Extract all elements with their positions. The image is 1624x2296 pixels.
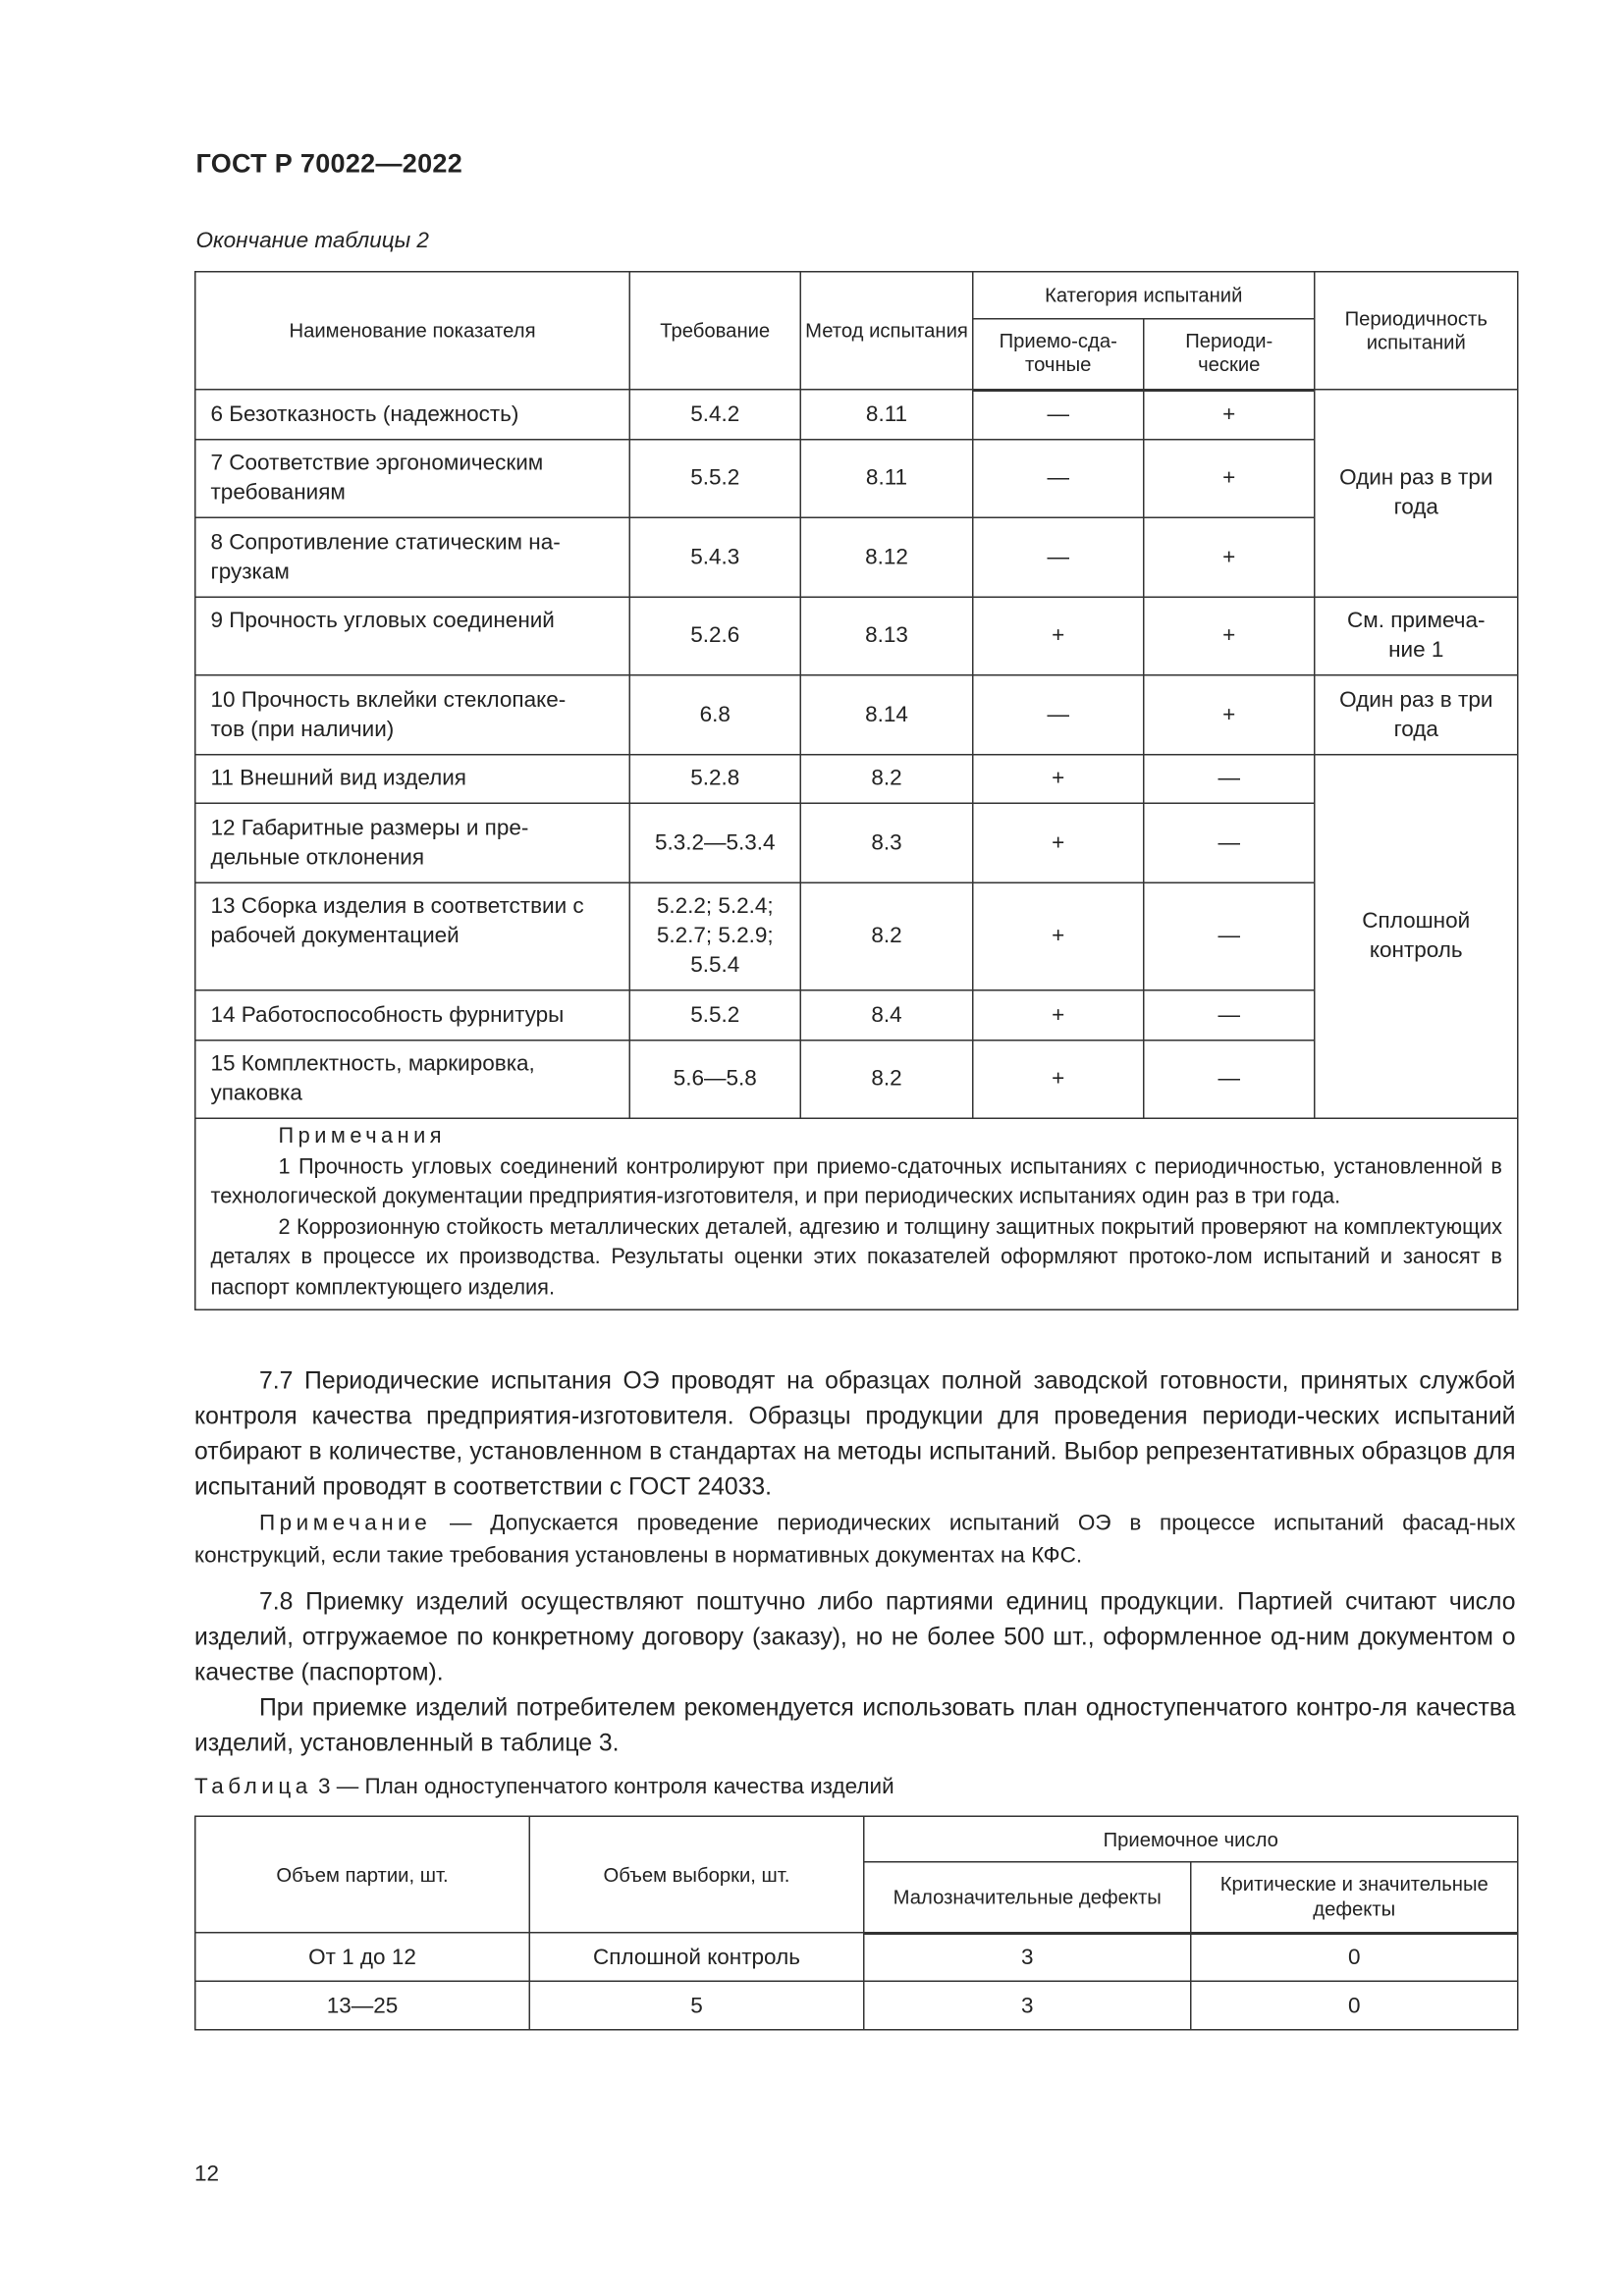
row-periodic: +: [1144, 517, 1315, 597]
table2-notes: [195, 1118, 1518, 1309]
row-requirement: 6.8: [629, 675, 800, 755]
row-periodic: +: [1144, 390, 1315, 440]
row-method: 8.3: [800, 803, 973, 882]
row-method: 8.14: [800, 675, 973, 755]
header-acceptance-number: Приемочное число: [864, 1816, 1518, 1862]
row-method: 8.13: [800, 597, 973, 675]
row-sample-size: Сплошной контроль: [529, 1933, 864, 1982]
row-periodic: —: [1144, 755, 1315, 804]
row-acceptance: +: [973, 882, 1144, 990]
row-acceptance: +: [973, 755, 1144, 804]
row-periodic: +: [1144, 597, 1315, 675]
header-method: Метод испытания: [800, 272, 973, 390]
header-minor-defects: Малозначительные дефекты: [864, 1862, 1191, 1933]
periodicity-group: Один раз в три года: [1315, 675, 1518, 755]
note-label: Примечание: [259, 1511, 432, 1536]
periodicity-group: См. примеча- ние 1: [1315, 597, 1518, 675]
row-name: 13 Сборка изделия в соответствии с рабочей документацией: [195, 882, 630, 990]
header-test-category: Категория испытаний: [973, 272, 1315, 319]
table2-continuation-caption: Окончание таблицы 2: [195, 228, 429, 253]
row-method: 8.4: [800, 990, 973, 1041]
row-requirement: 5.3.2—5.3.4: [629, 803, 800, 882]
document-code-header: ГОСТ Р 70022—2022: [195, 148, 463, 179]
row-minor: 3: [864, 1933, 1191, 1982]
table2: [194, 271, 1519, 1310]
header-sample-size: Объем выборки, шт.: [529, 1816, 864, 1933]
row-minor: 3: [864, 1981, 1191, 2030]
table3: [194, 1816, 1519, 2031]
row-name: 11 Внешний вид изделия: [195, 755, 630, 804]
header-critical-defects: Критические и значительные дефекты: [1191, 1862, 1518, 1933]
row-method: 8.2: [800, 1041, 973, 1119]
row-requirement: 5.2.8: [629, 755, 800, 804]
section-7-7-note: [194, 1508, 1516, 1573]
row-name: 10 Прочность вклейки стеклопаке- тов (при наличии): [195, 675, 630, 755]
note-1: 1 Прочность угловых соединений контролируют при приемо-сдаточных испытаниях с периодичностью, установленной в технологической документации предприятия-изготовителя, и при периодических испытаниях один раз в три года.: [210, 1154, 1502, 1209]
row-requirement: 5.4.2: [629, 390, 800, 440]
header-lot-size: Объем партии, шт.: [195, 1816, 530, 1933]
header-acceptance: Приемо-сда- точные: [973, 319, 1144, 390]
table3-caption-text: 3 — План одноступенчатого контроля качества изделий: [311, 1774, 894, 1799]
periodicity-group: Сплошной контроль: [1315, 755, 1518, 1119]
row-acceptance: —: [973, 440, 1144, 518]
section-7-7: [194, 1363, 1516, 1505]
paragraph-7-8-b: При приемке изделий потребителем рекомендуется использовать план одноступенчатого контро-ля качества изделий, установленный в таблице 3.: [194, 1694, 1516, 1757]
row-method: 8.11: [800, 390, 973, 440]
row-name: 8 Сопротивление статическим на- грузкам: [195, 517, 630, 597]
header-periodicity: Периодичность испытаний: [1315, 272, 1518, 390]
header-periodic: Периоди- ческие: [1144, 319, 1315, 390]
row-sample-size: 5: [529, 1981, 864, 2030]
row-acceptance: —: [973, 675, 1144, 755]
row-critical: 0: [1191, 1981, 1518, 2030]
row-periodic: +: [1144, 675, 1315, 755]
row-method: 8.2: [800, 882, 973, 990]
row-requirement: 5.5.2: [629, 440, 800, 518]
row-periodic: —: [1144, 990, 1315, 1041]
note-2: 2 Коррозионную стойкость металлических деталей, адгезию и толщину защитных покрытий проверяют на комплектующих деталях в процессе их производства. Результаты оценки этих показателей оформляют протоко-лом испытаний и заносят в паспорт комплектующего изделия.: [210, 1215, 1502, 1300]
row-requirement: 5.4.3: [629, 517, 800, 597]
row-acceptance: —: [973, 517, 1144, 597]
row-name: 14 Работоспособность фурнитуры: [195, 990, 630, 1041]
row-method: 8.11: [800, 440, 973, 518]
row-name: 9 Прочность угловых соединений: [195, 597, 630, 675]
row-requirement: 5.5.2: [629, 990, 800, 1041]
notes-title: Примечания: [278, 1125, 447, 1148]
row-lot-size: От 1 до 12: [195, 1933, 530, 1982]
row-periodic: —: [1144, 1041, 1315, 1119]
row-periodic: —: [1144, 882, 1315, 990]
row-requirement: 5.6—5.8: [629, 1041, 800, 1119]
row-name: 6 Безотказность (надежность): [195, 390, 630, 440]
row-acceptance: +: [973, 803, 1144, 882]
section-7-8: [194, 1584, 1516, 1761]
row-acceptance: +: [973, 1041, 1144, 1119]
page-number: 12: [194, 2162, 220, 2187]
row-name: 7 Соответствие эргономическим требованиям: [195, 440, 630, 518]
periodicity-group: Один раз в три года: [1315, 390, 1518, 598]
header-requirement: Требование: [629, 272, 800, 390]
row-name: 15 Комплектность, маркировка, упаковка: [195, 1041, 630, 1119]
row-critical: 0: [1191, 1933, 1518, 1982]
row-periodic: —: [1144, 803, 1315, 882]
note-text: — Допускается проведение периодических испытаний ОЭ в процессе испытаний фасад-ных конструкций, если такие требования установлены в нормативных документах на КФС.: [194, 1511, 1516, 1569]
row-periodic: +: [1144, 440, 1315, 518]
row-name: 12 Габаритные размеры и пре- дельные отклонения: [195, 803, 630, 882]
row-method: 8.2: [800, 755, 973, 804]
table3-caption: [194, 1775, 894, 1800]
paragraph-7-7: 7.7 Периодические испытания ОЭ проводят на образцах полной заводской готовности, принятых службой контроля качества предприятия-изготовителя. Образцы продукции для проведения периоди-ческих испытаний отбирают в количестве, установленном в стандартах на методы испытаний. Выбор репрезентативных образцов для испытаний проводят в соответствии с ГОСТ 24033.: [194, 1367, 1516, 1501]
table3-caption-label: Таблица: [194, 1774, 312, 1799]
row-acceptance: —: [973, 390, 1144, 440]
paragraph-7-8: 7.8 Приемку изделий осуществляют поштучно либо партиями единиц продукции. Партией считают число изделий, отгружаемое по конкретному договору (заказу), но не более 500 шт., оформленное од-ним документом о качестве (паспортом).: [194, 1588, 1516, 1686]
header-name: Наименование показателя: [195, 272, 630, 390]
row-acceptance: +: [973, 990, 1144, 1041]
row-acceptance: +: [973, 597, 1144, 675]
row-requirement: 5.2.2; 5.2.4; 5.2.7; 5.2.9; 5.5.4: [629, 882, 800, 990]
row-lot-size: 13—25: [195, 1981, 530, 2030]
row-method: 8.12: [800, 517, 973, 597]
row-requirement: 5.2.6: [629, 597, 800, 675]
